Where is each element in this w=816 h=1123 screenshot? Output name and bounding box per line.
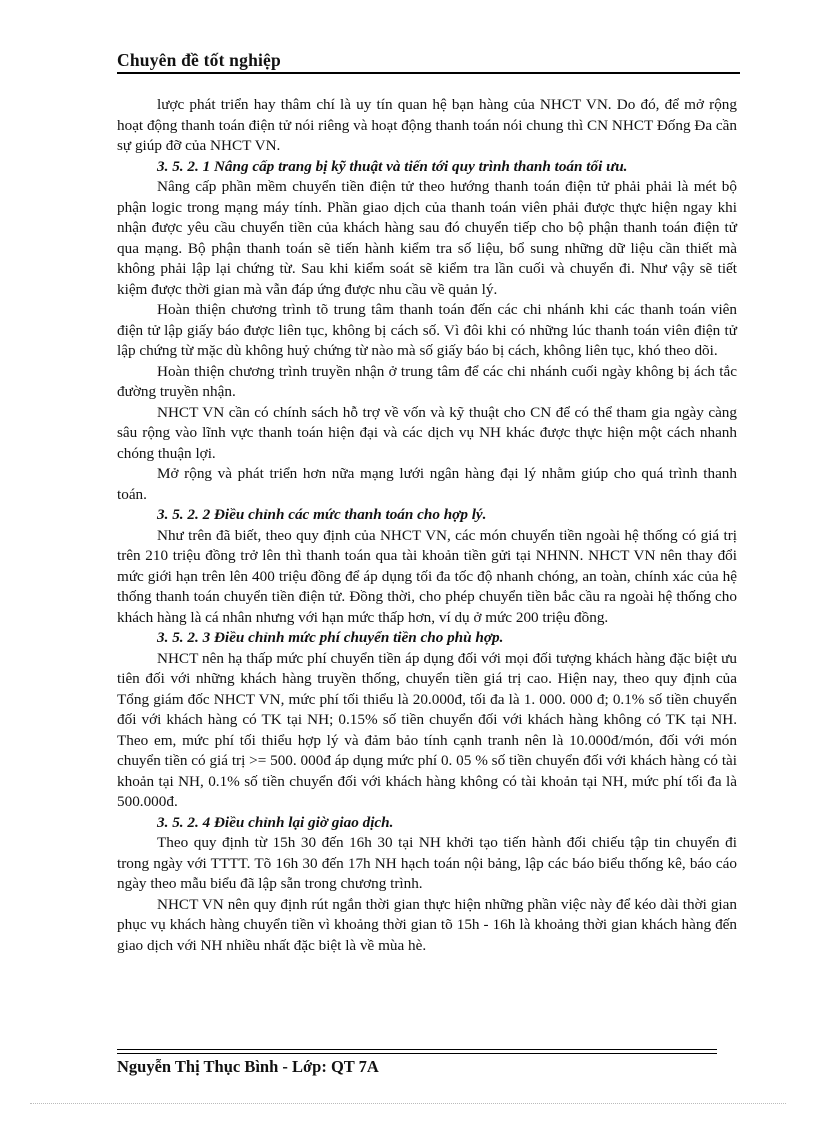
paragraph: NHCT VN cần có chính sách hỗ trợ về vốn và kỹ thuật cho CN để có thể tham gia ngày càng sâu rộng vào lĩnh vực thanh toán hiện đại và các dịch vụ NH khác được thực hiện một cách nhanh chóng thuận lợi.	[117, 403, 737, 462]
section-heading-3-5-2-1: 3. 5. 2. 1 Nâng cấp trang bị kỹ thuật và tiến tới quy trình thanh toán tối ưu.	[157, 157, 628, 175]
header-divider	[117, 72, 740, 74]
paragraph: Hoàn thiện chương trình truyền nhận ở trung tâm để các chi nhánh cuối ngày không bị ách tắc đường truyền nhận.	[117, 362, 737, 400]
paragraph: Nâng cấp phần mềm chuyển tiền điện tử theo hướng thanh toán điện tử phải phải là mét bộ phận logic trong mạng máy tính. Phần giao dịch của thanh toán viên phải được thực hiện ngay khi nhận được yêu cầu chuyển tiền của khách hàng sau đó chuyển tiếp cho bộ phận thanh toán điện tử qua mạng. Bộ phận thanh toán sẽ tiến hành kiểm tra số liệu, bổ sung những dữ liệu cần thiết mà không phải lập lại chứng từ. Sau khi kiểm soát sẽ kiểm tra lần cuối và chuyển đi. Như vậy sẽ tiết kiệm được thời gian mà vẫn đáp ứng được nhu cầu về quản lý.	[117, 178, 737, 298]
paragraph: Như trên đã biết, theo quy định của NHCT VN, các món chuyển tiền ngoài hệ thống có giá trị trên 210 triệu đồng trở lên thì thanh toán qua tài khoản tiền gửi tại NHNN. NHCT VN nên thay đổi mức giới hạn trên lên 400 triệu đồng để áp dụng tối đa tốc độ nhanh chóng, an toàn, chính xác của hệ thống thanh toán chuyển tiền điện tử. Đồng thời, cho phép chuyển tiền bắc cầu ra ngoài hệ thống cho khách hàng là cá nhân nhưng với hạn mức thấp hơn, ví dụ ở mức 200 triệu đồng.	[117, 526, 737, 626]
page-footer-author: Nguyễn Thị Thục Bình - Lớp: QT 7A	[117, 1057, 379, 1076]
paragraph-continued: lược phát triển hay thâm chí là uy tín quan hệ bạn hàng của NHCT VN. Do đó, để mở rộng hoạt động thanh toán điện tử nói riêng và hoạt động thanh toán nói chung thì CN NHCT Đống Đa cần sự giúp đỡ của NHCT VN.	[117, 96, 737, 154]
document-body	[117, 95, 737, 956]
paragraph: NHCT VN nên quy định rút ngắn thời gian thực hiện những phần việc này để kéo dài thời gian phục vụ khách hàng chuyển tiền vì khoảng thời gian tõ 15h - 16h là khoảng thời gian khách hàng đến giao dịch với NH nhiều nhất đặc biệt là về mùa hè.	[117, 895, 737, 954]
footer-divider-top	[117, 1049, 717, 1050]
section-heading-3-5-2-2: 3. 5. 2. 2 Điều chỉnh các mức thanh toán cho hợp lý.	[157, 506, 487, 523]
paragraph: Theo quy định từ 15h 30 đến 16h 30 tại NH khởi tạo tiến hành đối chiếu tập tin chuyển đi trong ngày với TTTT. Tõ 16h 30 đến 17h NH hạch toán nội bảng, lập các báo biểu thống kê, báo cáo ngày theo mẫu biểu đã lập sẵn trong chương trình.	[117, 834, 737, 892]
paragraph: Mở rộng và phát triển hơn nữa mạng lưới ngân hàng đại lý nhằm giúp cho quá trình thanh toán.	[117, 465, 737, 503]
paragraph: NHCT nên hạ thấp mức phí chuyển tiền áp dụng đối với mọi đối tượng khách hàng đặc biệt ưu tiên đối với những khách hàng truyền thống, chuyển tiền giá trị cao. Hiện nay, theo quy định của Tổng giám đốc NHCT VN, mức phí tối thiểu là 20.000đ, tối đa là 1. 000. 000 đ; 0.1% số tiền chuyển đối với khách hàng có TK tại NH; 0.15% số tiền chuyển đối với khách hàng không có TK tại NH. Theo em, mức phí tối thiểu hợp lý và đảm bảo tính cạnh tranh nên là 10.000đ/món, đối với món chuyển tiền có giá trị >= 500. 000đ áp dụng mức phí 0. 05 % số tiền chuyển đối với khách hàng có tài khoản tại NH, 0.1% số tiền chuyển đối với khách hàng không có tài khoản tại NH, mức phí tối đa là 500.000đ.	[117, 649, 737, 810]
footer-divider-bottom	[117, 1053, 717, 1054]
paragraph: Hoàn thiện chương trình tõ trung tâm thanh toán đến các chi nhánh khi các thanh toán viên điện tử lập giấy báo được liên tục, không bị cách số. Vì đôi khi có những lúc thanh toán viên điện tử lập chứng từ mặc dù không huỷ chứng từ nào mà số giấy báo bị cách, không liên tục, khó theo dõi.	[117, 301, 737, 359]
page-edge-dotted-line	[30, 1103, 786, 1104]
page-header-title: Chuyên đề tốt nghiệp	[117, 50, 281, 70]
section-heading-3-5-2-3: 3. 5. 2. 3 Điều chỉnh mức phí chuyển tiền cho phù hợp.	[157, 629, 504, 646]
section-heading-3-5-2-4: 3. 5. 2. 4 Điều chỉnh lại giờ giao dịch.	[157, 813, 394, 831]
